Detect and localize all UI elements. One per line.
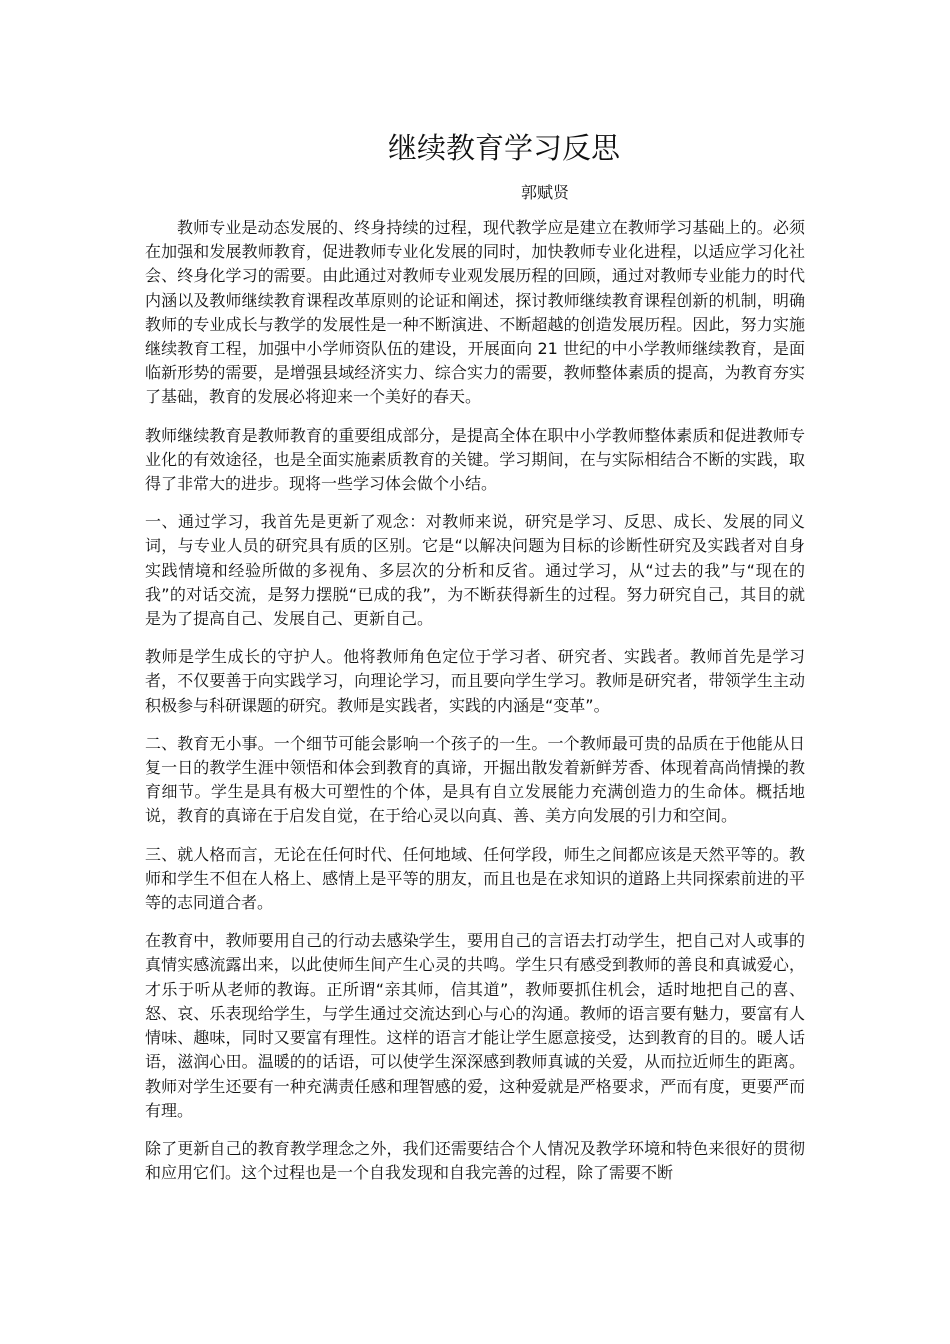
paragraph-continuing-education: 教师继续教育是教师教育的重要组成部分，是提高全体在职中小学教师整体素质和促进教师专业化的有效途径，也是全面实施素质教育的关键。学习期间，在与实际相结合不断的实践，取得了非常大的进步。现将一些学习体会做个小结。 [145,425,805,494]
paragraph-point-three: 三、就人格而言，无论在任何时代、任何地域、任何学段，师生之间都应该是天然平等的。教师和学生不但在人格上、感情上是平等的朋友，而且也是在求知识的道路上共同探索前进的平等的志同道合者。 [145,844,805,913]
document-body [145,216,805,1185]
document-author: 郭赋贤 [520,183,569,202]
paragraph-closing: 除了更新自己的教育教学理念之外，我们还需要结合个人情况及教学环境和特色来很好的贯彻和应用它们。这个过程也是一个自我发现和自我完善的过程，除了需要不断 [145,1138,805,1183]
paragraph-point-two: 二、教育无小事。一个细节可能会影响一个孩子的一生。一个教师最可贵的品质在于他能从日复一日的教学生涯中领悟和体会到教育的真谛，开掘出散发着新鲜芳香、体现着高尚情操的教育细节。学生是具有极大可塑性的个体，是具有自立发展能力充满创造力的生命体。概括地说，教育的真谛在于启发自觉，在于给心灵以向真、善、美方向发展的引力和空间。 [145,733,805,826]
paragraph-teacher-roles: 教师是学生成长的守护人。他将教师角色定位于学习者、研究者、实践者。教师首先是学习者，不仅要善于向实践学习，向理论学习，而且要向学生学习。教师是研究者，带领学生主动积极参与科研课题的研究。教师是实践者，实践的内涵是“变革”。 [145,647,805,715]
paragraph-teacher-influence: 在教育中，教师要用自己的行动去感染学生，要用自己的言语去打动学生，把自己对人或事的真情实感流露出来，以此使师生间产生心灵的共鸣。学生只有感受到教师的善良和真诚爱心，才乐于听从老师的教诲。正所谓“亲其师，信其道”，教师要抓住机会，适时地把自己的喜、怒、哀、乐表现给学生，与学生通过交流达到心与心的沟通。教师的语言要有魅力，要富有人情味、趣味，同时又要富有理性。这样的语言才能让学生愿意接受，达到教育的目的。暖人话语，滋润心田。温暖的的话语，可以使学生深深感到教师真诚的关爱，从而拉近师生的距离。教师对学生还要有一种充满责任感和理智感的爱，这种爱就是严格要求，严而有度，更要严而有理。 [145,931,805,1120]
document-title: 继续教育学习反思 [387,131,620,165]
paragraph-intro: 教师专业是动态发展的、终身持续的过程，现代教学应是建立在教师学习基础上的。必须在加强和发展教师教育，促进教师专业化发展的同时，加快教师专业化进程，以适应学习化社会、终身化学习的需要。由此通过对教师专业观发展历程的回顾，通过对教师专业能力的时代内涵以及教师继续教育课程改革原则的论证和阐述，探讨教师继续教育课程创新的机制，明确教师的专业成长与教学的发展性是一种不断演进、不断超越的创造发展历程。因此，努力实施继续教育工程，加强中小学师资队伍的建设，开展面向 21 世纪的中小学教师继续教育，是面临新形势的需要，是增强县域经济实力、综合实力的需要，教师整体素质的提高，为教育夯实了基础，教育的发展必将迎来一个美好的春天。 [145,218,805,407]
paragraph-point-one: 一、通过学习，我首先是更新了观念：对教师来说，研究是学习、反思、成长、发展的同义词，与专业人员的研究具有质的区别。它是“以解决问题为目标的诊断性研究及实践者对自身实践情境和经验所做的多视角、多层次的分析和反省。通过学习，从“过去的我”与“现在的我”的对话交流，是努力摆脱“已成的我”，为不断获得新生的过程。努力研究自己，其目的就是为了提高自己、发展自己、更新自己。 [145,512,805,629]
